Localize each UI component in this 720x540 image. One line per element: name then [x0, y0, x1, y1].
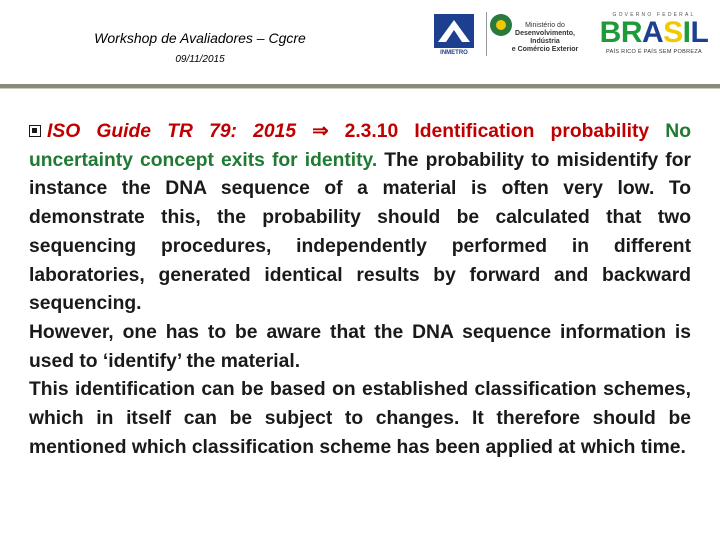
- paragraph-1-text: The probability to misidentify for instance the DNA sequence of a material is often very low. To demonstrate this, the probability should be calculated that two sequencing procedures, independently performed in different laboratories, generated identical results by forward and backward sequencing.: [29, 149, 691, 315]
- highlight-statement: No uncertainty concept exits for identity.: [29, 121, 691, 171]
- ministerio-line-3: e Comércio Exterior: [511, 46, 579, 53]
- paragraph-3: This identification can be based on established classification schemes, which in itself can be subject to changes. It therefore should be mentioned which classification scheme has been applied at which time.: [29, 379, 691, 458]
- slide-body: [29, 118, 691, 462]
- arrow-icon: ⇒: [312, 121, 329, 142]
- paragraph-2: However, one has to be aware that the DNA sequence information is used to ‘identify’ the material.: [29, 321, 691, 372]
- heading-section: 2.3.10 Identification probability: [344, 121, 650, 142]
- inmetro-logo: [434, 14, 474, 60]
- brasil-slogan: PAÍS RICO É PAÍS SEM POBREZA: [606, 49, 702, 55]
- ministerio-logo: [490, 14, 586, 58]
- header-divider-light: [0, 88, 720, 89]
- heading-reference: ISO Guide TR 79: 2015: [47, 121, 297, 142]
- slide-header: [0, 0, 720, 88]
- slide-heading: [29, 121, 649, 142]
- header-date: 09/11/2015: [175, 54, 225, 65]
- checkbox-bullet-icon: [29, 125, 41, 137]
- ministerio-line-2: Desenvolvimento, Indústria: [515, 30, 575, 45]
- inmetro-emblem-icon: [434, 14, 474, 48]
- logo-divider: [486, 12, 487, 56]
- header-title: Workshop de Avaliadores – Cgcre: [94, 30, 306, 46]
- inmetro-label: INMETRO: [440, 50, 468, 56]
- brasil-wordmark: BRASIL: [599, 16, 709, 49]
- brasil-logo: [592, 12, 716, 62]
- ministerio-text: [502, 22, 588, 54]
- ministerio-line-1: Ministério do: [525, 22, 565, 29]
- governo-federal-label: GOVERNO FEDERAL: [612, 12, 696, 18]
- paragraph-1: [29, 118, 691, 319]
